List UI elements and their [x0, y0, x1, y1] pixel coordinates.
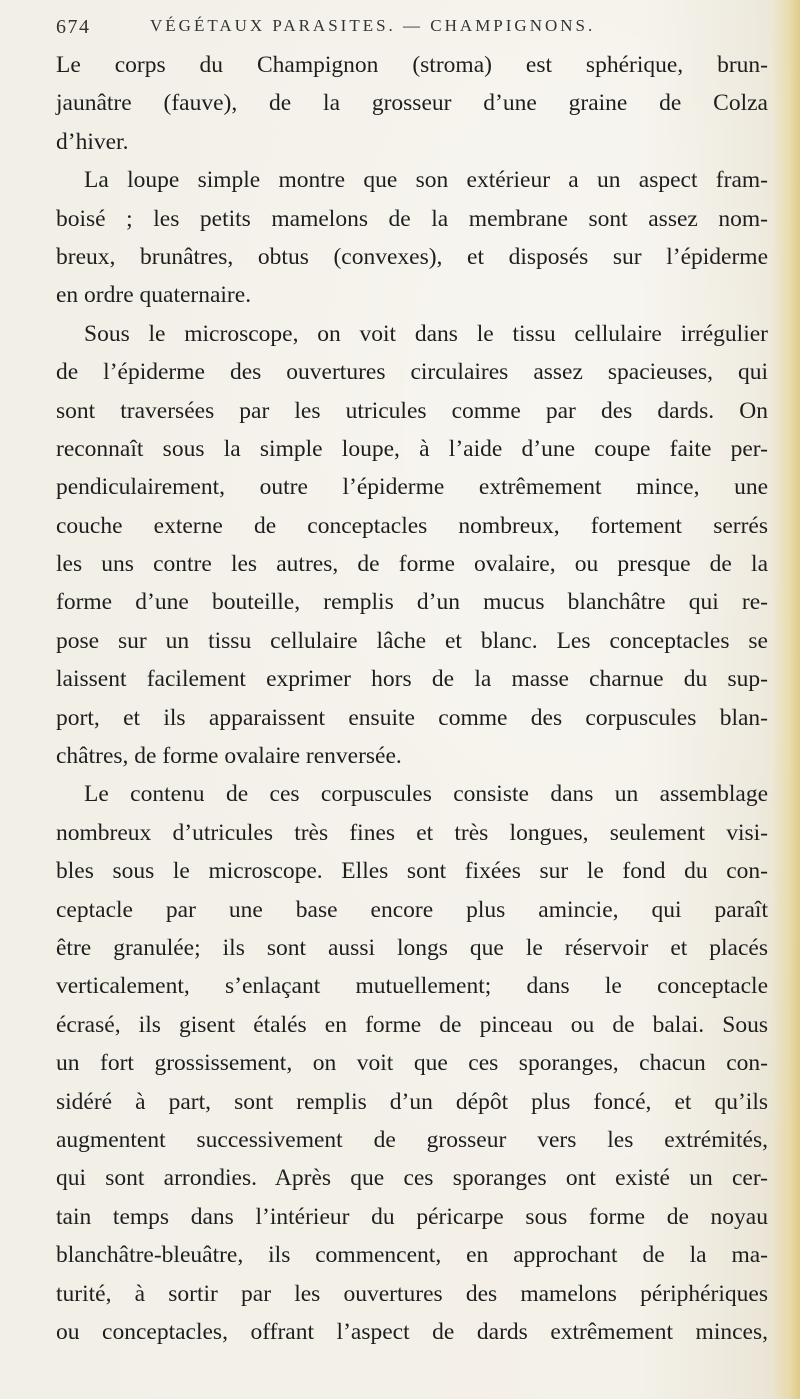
text-line: ceptacle par une base encore plus amincie, qui paraît: [56, 896, 768, 923]
paragraph: [56, 315, 768, 776]
text-line: ou conceptacles, offrant l’aspect de dards extrêmement minces,: [56, 1318, 768, 1345]
text-line: d’hiver.: [56, 128, 129, 155]
text-line: pose sur un tissu cellulaire lâche et blanc. Les conceptacles se: [56, 627, 768, 654]
text-line: Le corps du Champignon (stroma) est sphérique, brun-: [56, 52, 768, 78]
text-line: sidéré à part, sont remplis d’un dépôt plus foncé, et qu’ils: [56, 1088, 768, 1115]
text-line: qui sont arrondies. Après que ces sporanges ont existé un cer-: [56, 1165, 768, 1192]
page-number: 674: [56, 16, 91, 38]
text-line: châtres, de forme ovalaire renversée.: [56, 743, 402, 770]
text-line: écrasé, ils gisent étalés en forme de pinceau ou de balai. Sous: [56, 1011, 768, 1038]
text-line: tain temps dans l’intérieur du péricarpe sous forme de noyau: [56, 1203, 768, 1230]
text-line: port, et ils apparaissent ensuite comme des corpuscules blan-: [56, 704, 768, 731]
text-line: La loupe simple montre que son extérieur a un aspect fram-: [84, 167, 768, 194]
text-line: nombreux d’utricules très fines et très longues, seulement visi-: [56, 819, 768, 846]
text-line: reconnaît sous la simple loupe, à l’aide d’une coupe faite per-: [56, 435, 768, 462]
body-text: [56, 46, 768, 1351]
text-line: Sous le microscope, on voit dans le tissu cellulaire irrégulier: [84, 320, 768, 347]
text-line: être granulée; ils sont aussi longs que le réservoir et placés: [56, 934, 768, 961]
text-line: Le contenu de ces corpuscules consiste dans un assemblage: [84, 781, 768, 808]
text-line: breux, brunâtres, obtus (convexes), et disposés sur l’épiderme: [56, 243, 768, 270]
paragraph: [56, 46, 768, 161]
text-line: augmentent successivement de grosseur vers les extrémités,: [56, 1126, 768, 1153]
text-line: boisé ; les petits mamelons de la membrane sont assez nom-: [56, 205, 768, 232]
text-line: sont traversées par les utricules comme par des dards. On: [56, 397, 768, 424]
text-line: les uns contre les autres, de forme ovalaire, ou presque de la: [56, 551, 768, 578]
text-line: verticalement, s’enlaçant mutuellement; dans le conceptacle: [56, 973, 768, 1000]
text-line: blanchâtre-bleuâtre, ils commencent, en approchant de la ma-: [56, 1242, 768, 1269]
paragraph: [56, 161, 768, 315]
page-header: [56, 6, 756, 42]
text-line: un fort grossissement, on voit que ces sporanges, chacun con-: [56, 1050, 768, 1077]
text-line: de l’épiderme des ouvertures circulaires assez spacieuses, qui: [56, 359, 768, 386]
page-edge-stain: [772, 0, 800, 1399]
running-head: VÉGÉTAUX PARASITES. — CHAMPIGNONS.: [150, 16, 596, 35]
text-line: laissent facilement exprimer hors de la masse charnue du sup-: [56, 666, 768, 693]
text-line: bles sous le microscope. Elles sont fixées sur le fond du con-: [56, 858, 768, 885]
text-line: en ordre quaternaire.: [56, 282, 252, 309]
text-line: pendiculairement, outre l’épiderme extrêmement mince, une: [56, 474, 768, 501]
text-line: jaunâtre (fauve), de la grosseur d’une graine de Colza: [56, 90, 768, 117]
text-line: turité, à sortir par les ouvertures des mamelons périphériques: [56, 1280, 768, 1307]
paragraph: [56, 775, 768, 1351]
text-line: forme d’une bouteille, remplis d’un mucus blanchâtre qui re-: [56, 589, 768, 616]
text-line: couche externe de conceptacles nombreux, fortement serrés: [56, 512, 768, 539]
